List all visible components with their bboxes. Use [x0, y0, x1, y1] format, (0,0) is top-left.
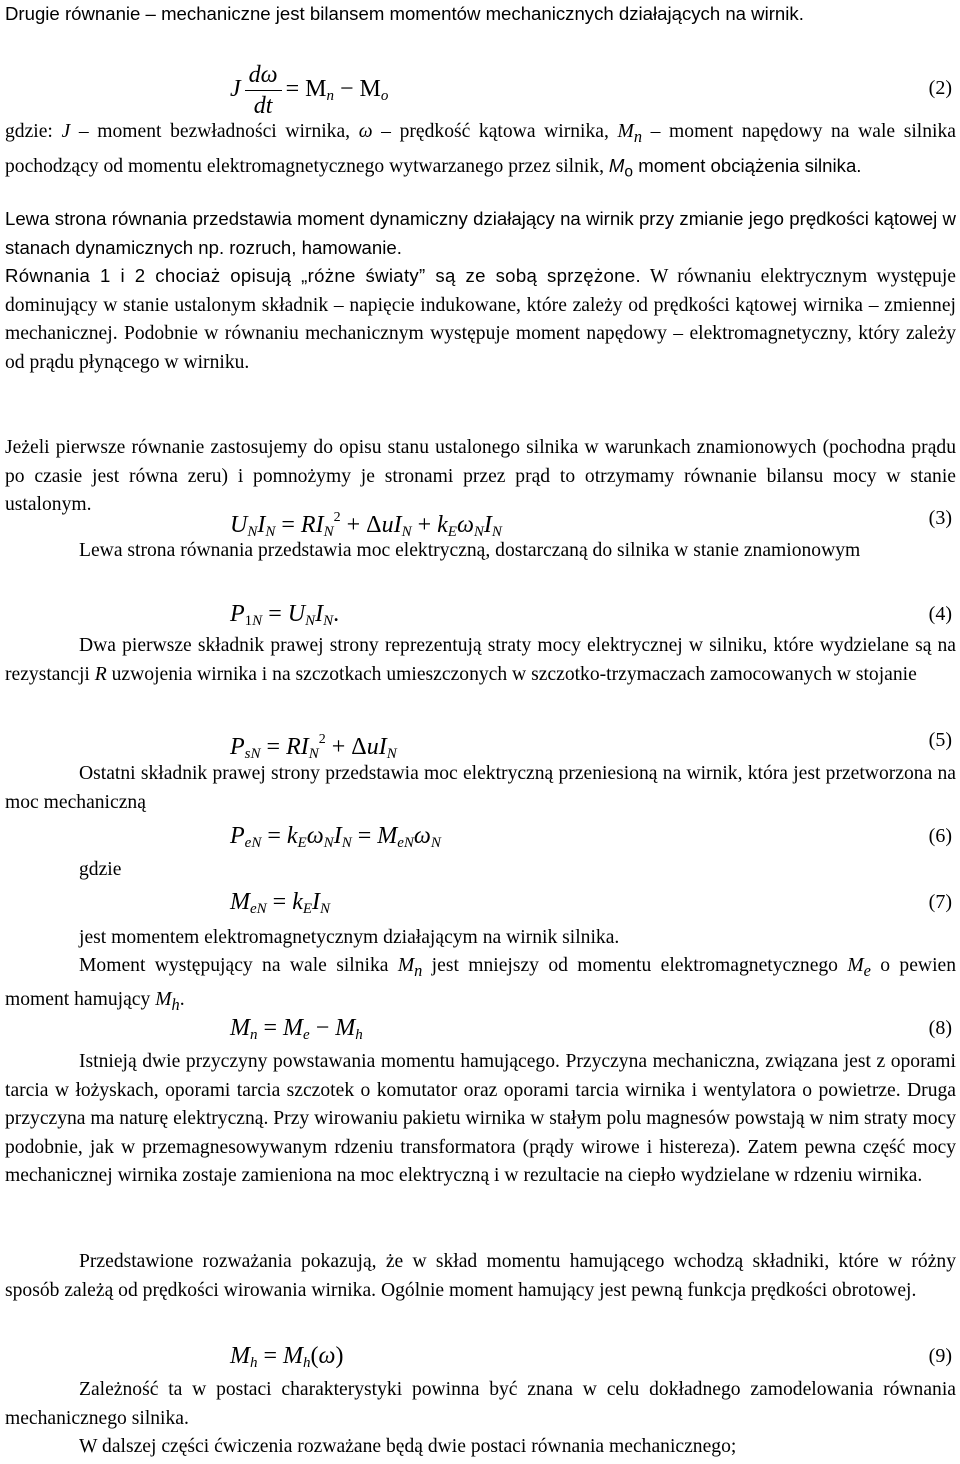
text: uzwojenia wirnika i na szczotkach umieszczonych w szczotko-trzymaczach zamocowanych w stojanie [106, 663, 917, 685]
equation-7-formula: $M_{eN} = k_EI_N$ [230, 889, 331, 917]
symbol: J [61, 121, 71, 142]
paragraph-where [5, 856, 956, 885]
equation-8 [0, 1010, 960, 1050]
text: o pewien moment hamujący [5, 955, 957, 1010]
text: Ostatni składnik prawej strony przedstawia moc elektryczną przeniesioną na wirnik, która jest przetworzona na moc mechaniczną [5, 763, 956, 813]
subscript: o [380, 88, 389, 105]
subscript: h [171, 994, 180, 1014]
text: Drugie równanie – mechaniczne jest bilansem momentów mechanicznych działających na wirnik. [5, 3, 804, 24]
symbol: M [155, 988, 172, 1010]
paragraph-shaft-moment [5, 952, 956, 1019]
eq-symbol-J: J [230, 76, 241, 103]
equation-number: (5) [928, 729, 952, 751]
text: Istnieją dwie przyczyny powstawania momentu hamującego. Przyczyna mechaniczna, związana jest z oporami tarcia w łożyskach, oporami tarcia szczotek o komutator oraz oporami tarcia wirnika i wentylatora o powietrze. Druga przyczyna ma naturę elektryczną. Przy wirowaniu pakietu wirnika w stałym polu magnesów powstają w nim straty mocy podobnie, jak w przemagnesowywanym rdzeniu transformatora (prądy wirowe i histereza). Zatem pewna część mocy mechanicznej wirnika zostaje zamieniona na moc elektryczną i w rezultacie na ciepło wydzielane w rdzeniu wirnika. [5, 1051, 956, 1187]
text: gdzie [79, 859, 122, 880]
eq-minus: − M [333, 76, 381, 103]
subscript: o [624, 163, 634, 181]
equation-number: (3) [928, 507, 952, 529]
symbol: M [397, 955, 415, 976]
equation-2-formula [230, 60, 388, 124]
subscript: e [863, 960, 871, 980]
equation-5 [0, 722, 960, 762]
fraction-denominator: dt [253, 93, 273, 119]
equation-number: (8) [928, 1017, 952, 1039]
paragraph-left-side [5, 205, 956, 262]
equation-3-formula: $U_NI_N = RI_N^2 + \Delta uI_N + k_E\omega_NI_N$ [230, 510, 502, 540]
text: Jeżeli pierwsze równanie zastosujemy do opisu stanu ustalonego silnika w warunkach znamionowych (pochodna prądu po czasie jest równa zeru) i pomnożymy je stronami przez prąd to otrzymamy równanie bilansu mocy w stanie ustalonym. [5, 437, 956, 516]
equation-number: (6) [928, 825, 952, 847]
paragraph-input-power [5, 537, 956, 566]
equation-9 [0, 1338, 960, 1378]
equation-3 [0, 500, 960, 540]
paragraph-intro [5, 0, 956, 29]
paragraph-losses [5, 632, 956, 689]
fraction-numerator: dω [245, 60, 282, 91]
text: Zależność ta w postaci charakterystyki powinna być znana w celu dokładnego zamodelowania równania mechanicznego silnika. [5, 1379, 956, 1429]
equation-2 [0, 56, 960, 118]
text: jest mniejszy od momentu elektromagnetycznego [422, 955, 848, 976]
equation-7 [0, 884, 960, 924]
paragraph-transferred-power [5, 760, 956, 817]
subscript: n [414, 960, 423, 980]
paragraph-definitions [5, 118, 956, 187]
equation-9-formula: $M_h = M_h(\omega)$ [230, 1343, 344, 1371]
paragraph-coupling [5, 262, 956, 377]
text: – moment bezwładności wirnika, [70, 121, 359, 142]
equation-4-formula: $P_{1N} = U_NI_N$. [230, 601, 340, 629]
text: W równaniu elektrycznym występuje dominujący w stanie ustalonym składnik – napięcie indukowane, które zależy od prędkości kątowej wirnika – zmiennej mechanicznej. Podobnie w równaniu mechanicznym występuje moment napędowy – elektromagnetyczny, który zależy od prądu płynącego w wirniku. [5, 266, 956, 373]
symbol: R [94, 663, 107, 685]
equation-8-formula: $M_n = M_e - M_h$ [230, 1015, 363, 1043]
text: Moment występujący na wale silnika [79, 955, 398, 976]
equation-6 [0, 818, 960, 858]
text: jest momentem elektromagnetycznym działającym na wirnik silnika. [79, 927, 620, 948]
equation-number: (9) [928, 1345, 952, 1367]
symbol: ω [358, 121, 373, 142]
text: . [179, 988, 185, 1010]
symbol: M [847, 955, 864, 976]
text: W dalszej części ćwiczenia rozważane będą dwie postaci równania mechanicznego; [79, 1436, 737, 1457]
text: moment obciążenia silnika. [633, 154, 862, 176]
paragraph-characteristic [5, 1376, 956, 1433]
text: – moment napędowy na wale silnika pochodzący od momentu elektromagnetycznego wytwarzanego przez silnik, [5, 121, 956, 177]
text: Przedstawione rozważania pokazują, że w skład momentu hamującego wchodzą składniki, które w różny sposób zależą od prędkości wirowania wirnika. Ogólnie moment hamujący jest pewną funkcja prędkości obrotowej. [5, 1251, 956, 1301]
equation-number: (7) [928, 891, 952, 913]
symbol: M [617, 121, 634, 142]
text: Lewa strona równania przedstawia moc elektryczną, dostarczaną do silnika w stanie znamionowym [79, 540, 861, 561]
text: Równania 1 i 2 chociaż opisują „różne światy” są ze sobą sprzężone. [5, 265, 641, 286]
paragraph-em-moment [5, 924, 956, 953]
equation-5-formula: $P_{sN} = RI_N^2 + \Delta uI_N$ [230, 732, 397, 762]
paragraph-braking-components [5, 1248, 956, 1305]
text: Lewa strona równania przedstawia moment dynamiczny działający na wirnik przy zmianie jego prędkości kątowej w stanach dynamicznych np. rozruch, hamowanie. [5, 208, 956, 258]
paragraph-braking-causes [5, 1048, 956, 1191]
fraction-domega-dt [245, 60, 282, 121]
symbol: M [608, 154, 625, 176]
eq-rhs: = M [285, 76, 327, 103]
equation-number: (2) [928, 77, 952, 99]
subscript: n [326, 88, 334, 105]
equation-4 [0, 596, 960, 636]
paragraph-further [5, 1433, 956, 1462]
text: Dwa pierwsze składnik prawej strony reprezentują straty mocy elektrycznej w silniku, które wydzielane są na rezystancji [5, 635, 956, 685]
subscript: n [633, 126, 642, 146]
text: – prędkość kątowa wirnika, [372, 121, 618, 142]
equation-6-formula: $P_{eN} = k_E\omega_NI_N = M_{eN}\omega_N$ [230, 823, 441, 851]
text: gdzie: [5, 121, 62, 142]
equation-number: (4) [928, 603, 952, 625]
